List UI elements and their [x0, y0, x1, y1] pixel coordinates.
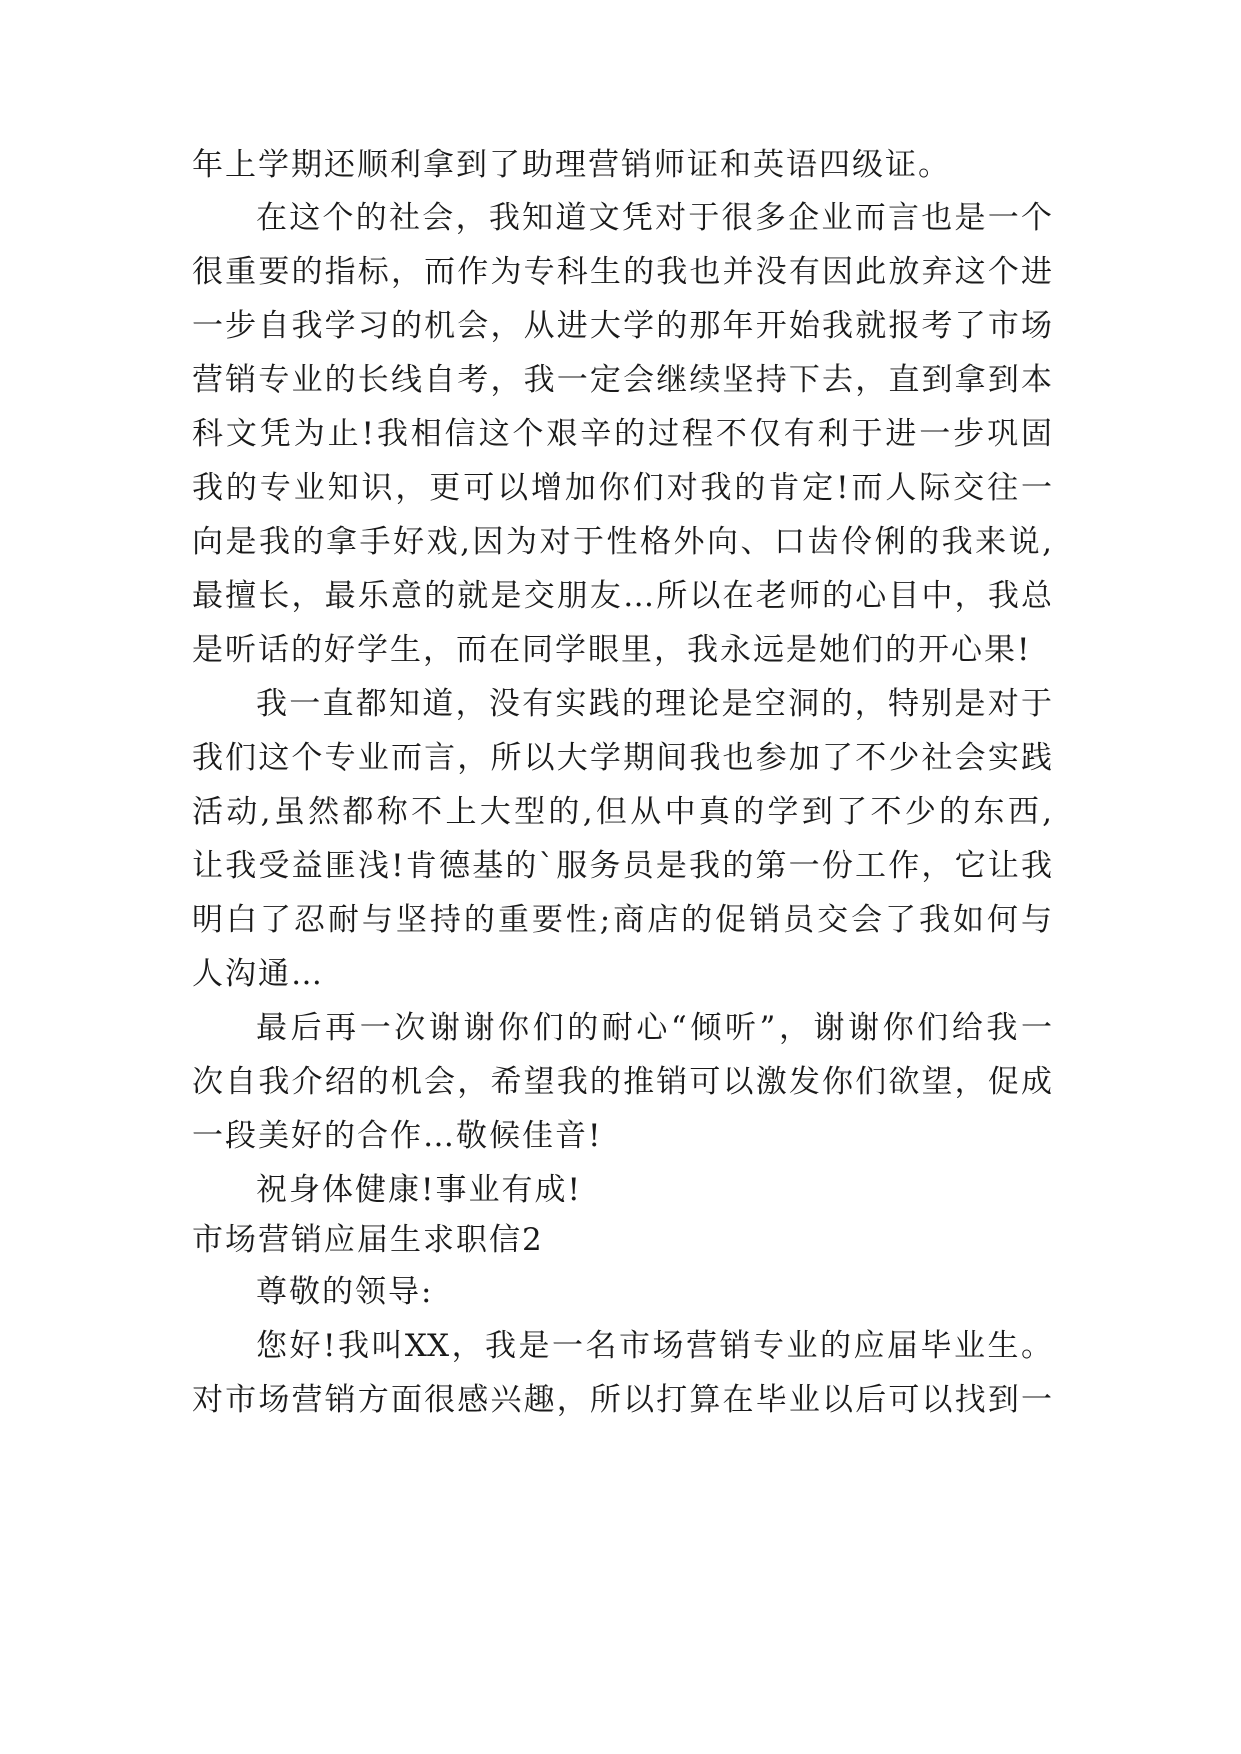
paragraph-line: 最擅长，最乐意的就是交朋友…所以在老师的心目中，我总 — [192, 578, 1052, 614]
paragraph-line: 一步自我学习的机会，从进大学的那年开始我就报考了市场 — [192, 308, 1052, 344]
closing-line: 祝身体健康!事业有成! — [256, 1172, 582, 1208]
paragraph-line: 您好!我叫XX，我是一名市场营销专业的应届毕业生。 — [256, 1328, 1052, 1364]
section-heading: 市场营销应届生求职信2 — [192, 1222, 544, 1258]
paragraph-line: 让我受益匪浅!肯德基的`服务员是我的第一份工作，它让我 — [192, 848, 1052, 884]
paragraph-line: 我的专业知识，更可以增加你们对我的肯定!而人际交往一 — [192, 470, 1052, 506]
paragraph-line: 营销专业的长线自考，我一定会继续坚持下去，直到拿到本 — [192, 362, 1052, 398]
paragraph-line: 最后再一次谢谢你们的耐心“倾听”，谢谢你们给我一 — [256, 1010, 1052, 1046]
paragraph-line: 科文凭为止!我相信这个艰辛的过程不仅有利于进一步巩固 — [192, 416, 1052, 452]
paragraph-line: 是听话的好学生，而在同学眼里，我永远是她们的开心果! — [192, 632, 1032, 668]
paragraph-line: 对市场营销方面很感兴趣，所以打算在毕业以后可以找到一 — [192, 1382, 1052, 1418]
paragraph-line: 我一直都知道，没有实践的理论是空洞的，特别是对于 — [256, 686, 1052, 722]
salutation: 尊敬的领导: — [256, 1274, 434, 1310]
paragraph-line: 一段美好的合作…敬候佳音! — [192, 1118, 603, 1154]
paragraph-line: 我们这个专业而言，所以大学期间我也参加了不少社会实践 — [192, 740, 1052, 776]
paragraph-line: 在这个的社会，我知道文凭对于很多企业而言也是一个 — [256, 200, 1052, 236]
paragraph-line: 向是我的拿手好戏,因为对于性格外向、口齿伶俐的我来说, — [192, 524, 1052, 560]
paragraph-line: 次自我介绍的机会，希望我的推销可以激发你们欲望，促成 — [192, 1064, 1052, 1100]
paragraph-line: 很重要的指标，而作为专科生的我也并没有因此放弃这个进 — [192, 254, 1052, 290]
paragraph-line: 人沟通… — [192, 956, 324, 992]
paragraph-line: 明白了忍耐与坚持的重要性;商店的促销员交会了我如何与 — [192, 902, 1052, 938]
paragraph-line: 年上学期还顺利拿到了助理营销师证和英语四级证。 — [192, 147, 951, 183]
paragraph-line: 活动,虽然都称不上大型的,但从中真的学到了不少的东西, — [192, 794, 1052, 830]
